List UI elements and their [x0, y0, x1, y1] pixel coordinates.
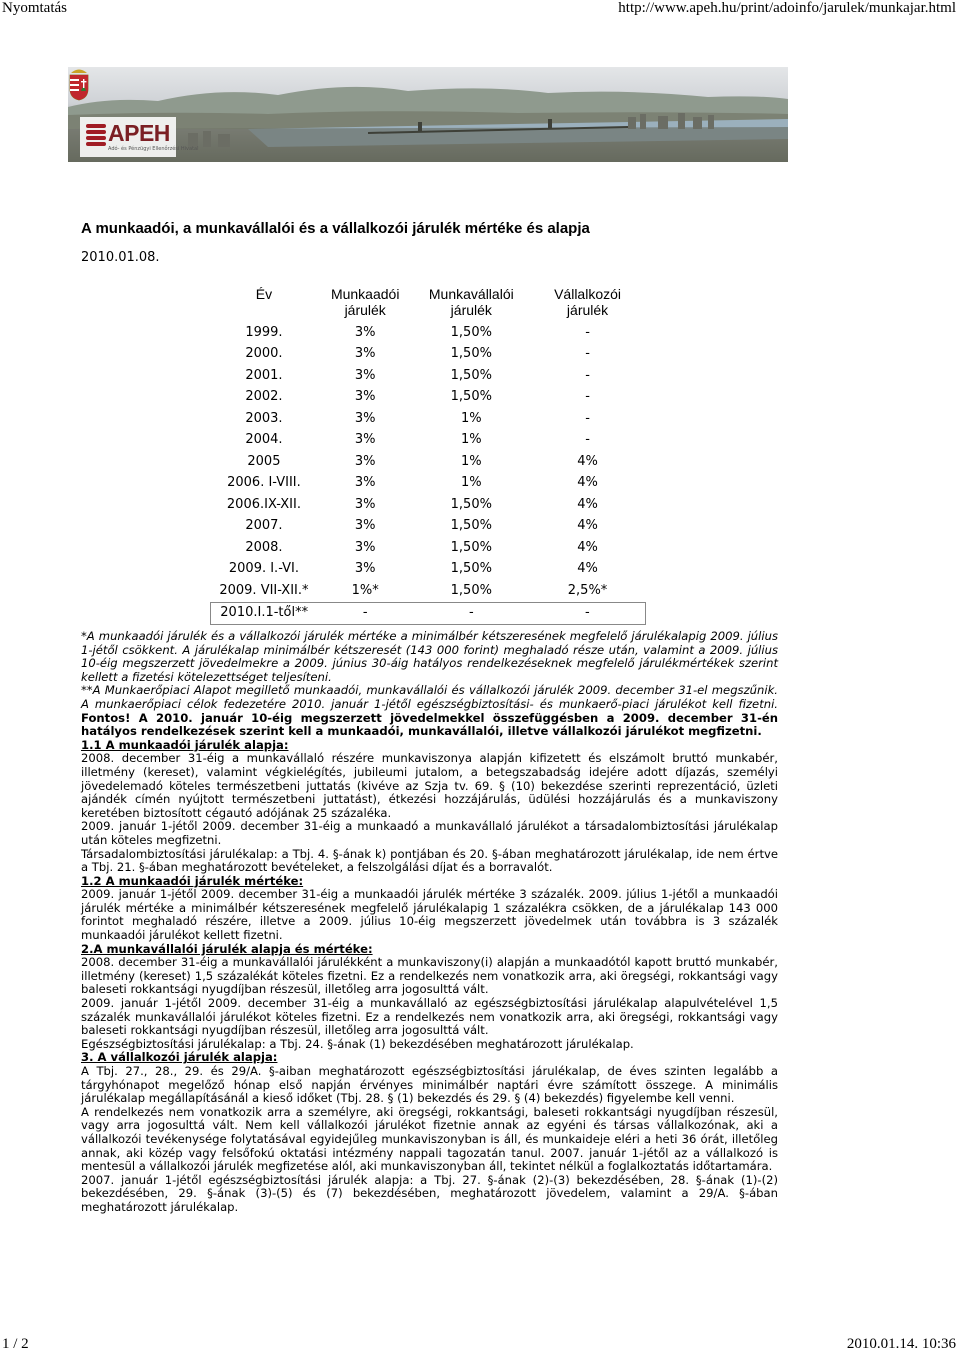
section-1-2-heading: 1.2 A munkaadói járulék mértéke:	[81, 873, 304, 888]
table-row: 2002. 3% 1,50% -	[245, 389, 590, 405]
section-3-heading: 3. A vállalkozói járulék alapja:	[81, 1050, 278, 1065]
table-row: 2004. 3% 1% -	[245, 432, 590, 448]
table-row: 2001. 3% 1,50% -	[245, 367, 590, 383]
section-3-para-1: A Tbj. 27., 28., 29. és 29/A. §-aiban meghatározott egészségbiztosítási járulékalap, de éves szinten legalább a tárgyhónapot megelőző hónap első napján érvényes minimálbér naptári évre számított összege. A minimális járulékalap megállapításánál a kieső időket (Tbj. 28. § (1) bekezdés és 29. § (4) bekezdés) figyelembe kell venni.	[81, 1064, 778, 1106]
contribution-rates-table	[210, 284, 646, 625]
section-2-para-2: 2009. január 1-jétől 2009. december 31-éig a munkavállaló az egészségbiztosítási járulékalap alapulvételével 1,5 százalék munkavállalói járulékot köteles fizetni. Ez a rendelkezés nem vonatkozik arra, aki öregségi, rokkantsági vagy baleseti rokkantsági nyugdíjban részesül, illetőleg arra jogosulttá vált.	[81, 996, 778, 1038]
table-row: 2006.IX-XII. 3% 1,50% 4%	[226, 496, 598, 512]
section-1-2-para-1: 2009. január 1-jétől 2009. december 31-éig a munkaadói járulék mértéke 3 százalék. 2009. július 1-jétől a munkaadói járulék mértéke a minimálbér kétszeresének megfelelő járulékalapig 1 százalékra csökken, de a járulékalap 143 000 forintot meghaladó részére, illetve a 2009. július 10-éig megszerzett jövedelmek után továbbra is 3 százalék munkaadói járulékot kellett fizetni.	[81, 887, 778, 943]
article-body	[81, 630, 778, 1215]
footnote-2-important: Fontos! A 2010. január 10-éig megszerzett jövedelmekkel összefüggésben a 2009. december 31-én hatályos rendelkezések szerint kell a munkaadói, munkavállalói, illetve vállalkozói járulékot megfizetni.	[81, 710, 778, 739]
coat-of-arms-icon	[68, 67, 90, 101]
logo-stripes-icon	[86, 124, 106, 148]
table-row: 2007. 3% 1,50% 4%	[245, 518, 598, 534]
header-employer-contribution: Munkaadói járulék	[330, 286, 400, 318]
table-row: 2008. 3% 1,50% 4%	[245, 539, 598, 555]
print-header-title: Nyomtatás	[2, 0, 67, 16]
table-header-row	[211, 284, 646, 322]
section-3-para-2: A rendelkezés nem vonatkozik arra a személyre, aki öregségi, rokkantsági, baleseti rokkantsági nyugdíjban részesül, vagy arra jogosulttá vált. Nem kell vállalkozói járulékot fizetnie annak az egyéni és társas vállalkozónak, aki a vállalkozói tevékenysége folytatásával egyidejűleg munkaviszonyban is áll, és munkaideje eléri a heti 36 órát, illetőleg annak, aki közép vagy felsőfokú oktatási intézmény nappali tagozatán tanul. 2007. január 1-jétől az a vállalkozó is mentesül a vállalkozói járulék megfizetése alól, aki munkaviszonyban áll, tekintet nélkül a foglalkoztatás időtartamára.	[81, 1104, 778, 1174]
publication-date: 2010.01.08.	[81, 250, 160, 265]
table-row: 2006. I-VIII. 3% 1% 4%	[227, 475, 598, 491]
print-timestamp: 2010.01.14. 10:36	[846, 1336, 956, 1352]
header-employee-contribution: Munkavállalói járulék	[428, 286, 514, 318]
page-title: A munkaadói, a munkavállalói és a vállalkozói járulék mértéke és alapja	[81, 220, 590, 237]
logo-wordmark: APEH	[108, 120, 170, 146]
footnote-2	[81, 684, 778, 738]
section-2-para-3: Egészségbiztosítási járulékalap: a Tbj. 24. §-ának (1) bekezdésében meghatározott járulékalap.	[81, 1036, 634, 1051]
section-1-1-para-3: Társadalombiztosítási járulékalap: a Tbj. 4. §-ának k) pontjában és 20. §-ában meghatározott járulékalap, ide nem értve a Tbj. 21. §-ában meghatározott bevételeket, a felszolgálási díjat és a borravalót.	[81, 846, 778, 875]
footnote-2-text: **A Munkaerőpiaci Alapot megillető munkaadói, munkavállalói és vállalkozói járulék 2009. december 31-el megszűnik. A munkaerőpiaci célok fedezetére 2010. január 1-jétől egészségbiztosítási- és munkaerő-piaci járulékot kell fizetni.	[81, 683, 778, 711]
section-3-para-3: 2007. január 1-jétől egészségbiztosítási járulék alapja: a Tbj. 27. §-ának (2)-(3) bekezdésében, 28. §-ának (1)-(2) bekezdésében, 29. §-ának (3)-(5) és (7) bekezdésében, meghatározott jövedelem, valamint a 29/A. §-ában meghatározott járulékalap.	[81, 1172, 778, 1214]
table-row: 2009. VII-XII.* 1%* 1,50% 2,5%*	[219, 582, 608, 598]
print-header-url: http://www.apeh.hu/print/adoinfo/jarulek/munkajar.html	[618, 0, 956, 16]
section-1-1-heading: 1.1 A munkaadói járulék alapja:	[81, 737, 289, 752]
table-row: 1999. 3% 1,50% -	[245, 324, 590, 340]
apeh-logo	[80, 117, 199, 157]
header-entrepreneur-contribution: Vállalkozói járulék	[554, 286, 622, 318]
logo-tagline: Adó- és Pénzügyi Ellenőrzési Hivatal	[108, 146, 199, 152]
page-number: 1 / 2	[2, 1336, 29, 1352]
table-row: 2003. 3% 1% -	[245, 410, 590, 426]
table-row: 2010.I.1-től** - - -	[211, 602, 646, 625]
section-1-1-para-2: 2009. január 1-jétől 2009. december 31-éig a munkaadó a munkavállaló járulékot a társadalombiztosítási járulékalap után köteles megfizetni.	[81, 819, 778, 847]
print-footer	[0, 1336, 960, 1355]
table-row: 2005 3% 1% 4%	[247, 453, 598, 469]
section-1-1-para-1: 2008. december 31-éig a munkavállaló részére munkaviszonya alapján kifizetett és elszámolt bruttó munkabér, illetmény (kereset), valamint végkielégítés, jubileumi jutalom, a betegszabadság idejére adott díjazás, személyi jövedelemadó köteles természetbeni juttatás (kivéve az Szja tv. 69. § (10) bekezdése szerinti reprezentáció, üzleti ajándék címén nyújtott természetbeni juttatást), étkezési hozzájárulás, üdülési hozzájárulás és a munkaviszony keretében biztosított cégautó adójának 25 százaléka.	[81, 751, 778, 820]
section-2-para-1: 2008. december 31-éig a munkavállalói járulékként a munkaviszony(i) alapján a munkaadótól kapott bruttó munkabér, illetmény (kereset) 1,5 százalékát köteles fizetni. Ez a rendelkezés nem vonatkozik arra, aki öregségi, rokkantsági vagy baleseti rokkantsági nyugdíjban részesül, illetőleg arra jogosulttá vált.	[81, 955, 778, 997]
print-header	[0, 0, 960, 20]
footnote-1: *A munkaadói járulék és a vállalkozói járulék mértéke a minimálbér kétszeresének megfelelő járulékalapig 2009. július 1-jétől csökkent. A járulékalap minimálbér kétszeresét (143 000 forint) meghaladó része után, valamint a 2009. július 10-éig megszerzett jövedelmekre a 2009. június 30-áig hatályos rendelkezéseknek megfelelő járulékmértékek szerint kellett a fizetési kötelezettséget teljesíteni.	[81, 629, 778, 684]
table-row: 2000. 3% 1,50% -	[245, 346, 590, 362]
table-row: 2009. I.-VI. 3% 1,50% 4%	[228, 561, 598, 577]
header-year: Év	[255, 286, 273, 302]
section-2-heading: 2.A munkavállalói járulék alapja és mértéke:	[81, 941, 373, 956]
header-banner-image	[68, 67, 788, 162]
